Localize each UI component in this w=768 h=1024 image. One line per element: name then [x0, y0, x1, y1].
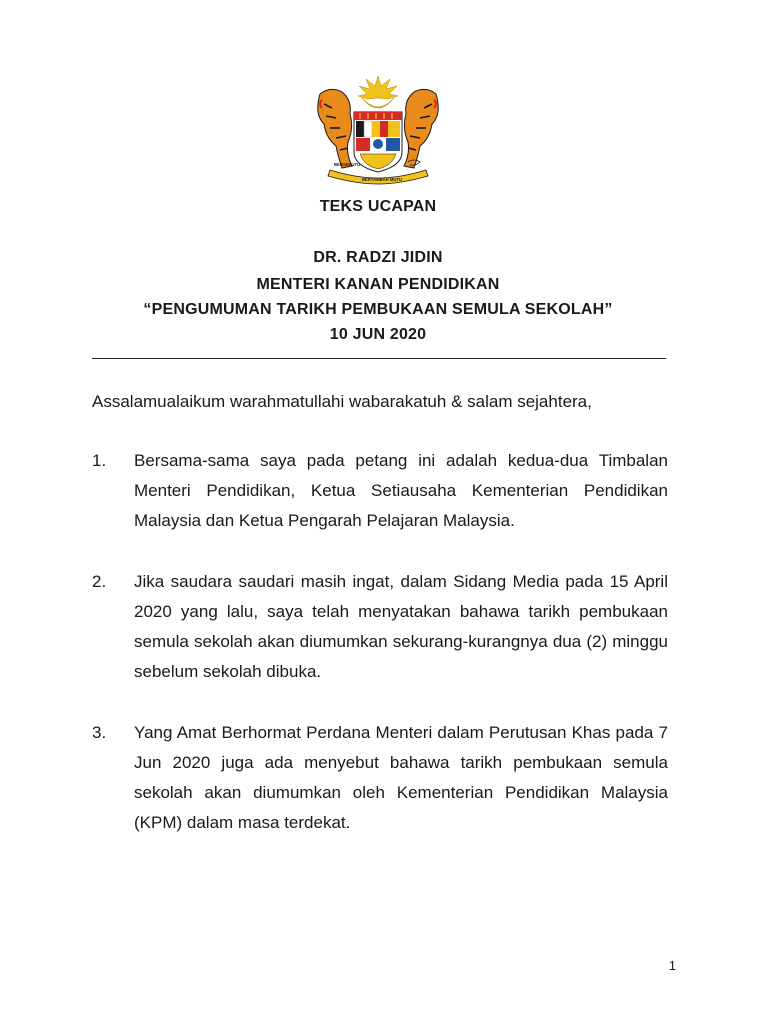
speech-topic: “PENGUMUMAN TARIKH PEMBUKAAN SEMULA SEKOLAH” — [143, 301, 613, 318]
paragraph-text: Jika saudara saudari masih ingat, dalam Sidang Media pada 15 April 2020 yang lalu, saya telah menyatakan bahawa tarikh pembukaan semula sekolah akan diumumkan sekurang-kurangnya dua (2) minggu sebelum sekolah dibuka. — [134, 572, 668, 681]
paragraph-text: Yang Amat Berhormat Perdana Menteri dalam Perutusan Khas pada 7 Jun 2020 juga ada menyebut bahawa tarikh pembukaan semula sekolah akan diumumkan oleh Kementerian Pendidikan Malaysia (KPM) dalam masa terdekat. — [134, 723, 668, 832]
greeting: Assalamualaikum warahmatullahi wabarakatuh & salam sejahtera, — [92, 392, 592, 411]
paragraph-number: 3. — [92, 723, 107, 742]
speaker-role: MENTERI KANAN PENDIDIKAN — [256, 276, 500, 293]
speaker-name: DR. RADZI JIDIN — [313, 249, 443, 266]
header-divider — [92, 358, 666, 359]
paragraph-2 — [92, 567, 668, 687]
paragraph-3 — [92, 718, 668, 838]
paragraph-number: 2. — [92, 572, 107, 591]
coat-of-arms-icon — [300, 74, 456, 186]
document-title: TEKS UCAPAN — [319, 198, 437, 215]
paragraph-text: Bersama-sama saya pada petang ini adalah kedua-dua Timbalan Menteri Pendidikan, Ketua Setiausaha Kementerian Pendidikan Malaysia dan Ketua Pengarah Pelajaran Malaysia. — [134, 451, 668, 530]
page-number: 1 — [668, 958, 676, 973]
paragraph-1 — [92, 446, 668, 536]
speech-date: 10 JUN 2020 — [329, 326, 427, 343]
crest-motto-center: BERTAMBAH MUTU — [362, 177, 402, 182]
crest-motto-left: BERSEKUTU — [334, 162, 361, 167]
paragraph-number: 1. — [92, 451, 107, 470]
